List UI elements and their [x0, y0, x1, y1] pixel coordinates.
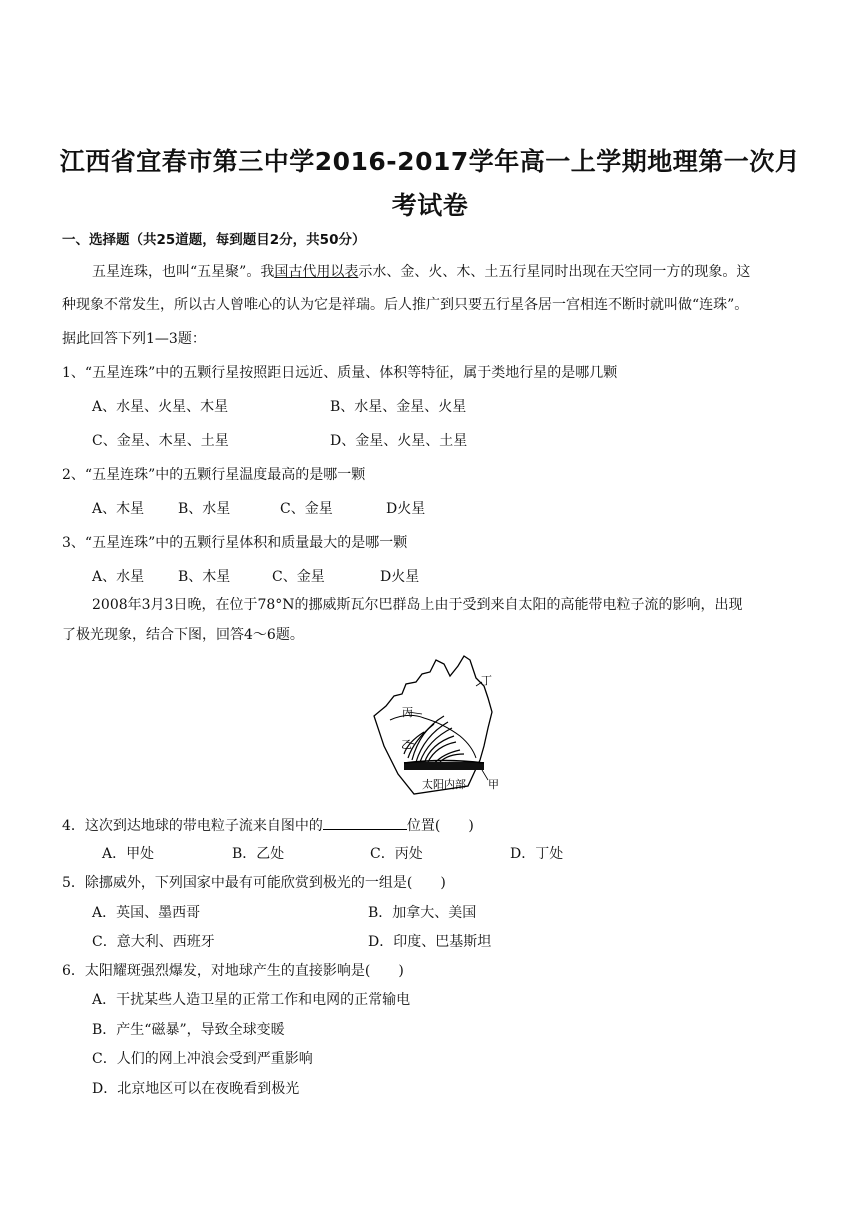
q4-stem-text: 4．这次到达地球的带电粒子流来自图中的 [62, 818, 323, 834]
photosphere-band [404, 762, 484, 770]
passage1-line2: 种现象不常发生，所以古人曾唯心的认为它是祥瑞。后人推广到只要五行星各居一宫相连不断时就叫做“连珠”。 [62, 297, 749, 313]
q4-answer-blank[interactable] [323, 815, 407, 830]
passage1-underlined: 国古代用以表 [274, 264, 359, 280]
q3-option-b: B、木星 [178, 569, 231, 585]
question-3-stem: 3、“五星连珠”中的五颗行星体积和质量最大的是哪一颗 [62, 535, 408, 551]
q6-option-a: A．干扰某些人造卫星的正常工作和电网的正常输电 [92, 992, 411, 1008]
flare-shapes [404, 716, 464, 764]
label-jia: 甲 [488, 778, 499, 791]
q5-option-a: A．英国、墨西哥 [92, 905, 201, 921]
q5-option-c: C．意大利、西班牙 [92, 934, 215, 950]
passage2-line2: 了极光现象，结合下图，回答4～6题。 [62, 627, 304, 643]
q2-option-b: B、水星 [178, 501, 231, 517]
q4-option-c: C．丙处 [370, 846, 423, 862]
passage1-line1 [92, 263, 750, 281]
q2-option-d: D火星 [386, 501, 426, 517]
question-2-stem: 2、“五星连珠”中的五颗行星温度最高的是哪一颗 [62, 467, 366, 483]
q3-option-c: C、金星 [272, 569, 325, 585]
label-ding: 丁 [481, 674, 492, 687]
passage1-line3: 据此回答下列1—3题： [62, 331, 206, 347]
q6-option-d: D．北京地区可以在夜晚看到极光 [92, 1081, 300, 1097]
q1-option-b: B、水星、金星、火星 [330, 399, 467, 415]
question-5-stem: 5．除挪威外，下列国家中最有可能欣赏到极光的一组是( ) [62, 875, 446, 891]
q1-option-d: D、金星、火星、土星 [330, 433, 468, 449]
passage1-text-a: 五星连珠，也叫“五星聚”。我 [92, 264, 275, 280]
q4-stem-end: 位置( ) [406, 818, 474, 834]
section-heading: 一、选择题（共25道题，每到题目2分，共50分） [62, 232, 366, 248]
exam-title-line1: 江西省宜春市第三中学2016-2017学年高一上学期地理第一次月 [59, 147, 801, 176]
exam-title-line2: 考试卷 [391, 191, 469, 220]
q4-option-a: A．甲处 [102, 846, 155, 862]
q1-option-a: A、水星、火星、木星 [92, 399, 229, 415]
q4-option-d: D．丁处 [510, 846, 564, 862]
q5-option-b: B．加拿大、美国 [368, 905, 477, 921]
question-6-stem: 6．太阳耀斑强烈爆发，对地球产生的直接影响是( ) [62, 963, 404, 979]
passage2-line1: 2008年3月3日晚，在位于78°N的挪威斯瓦尔巴群岛上由于受到来自太阳的高能带电粒子流的影响，出现 [92, 597, 743, 613]
solar-structure-figure [364, 650, 504, 800]
q3-option-d: D火星 [380, 569, 420, 585]
q2-option-c: C、金星 [280, 501, 333, 517]
question-1-stem: 1、“五星连珠”中的五颗行星按照距日远近、质量、体积等特征，属于类地行星的是哪几颗 [62, 365, 618, 381]
q4-option-b: B．乙处 [232, 846, 285, 862]
passage1-text-b: 示水、金、火、木、土五行星同时出现在天空同一方的现象。这 [358, 264, 751, 280]
q1-option-c: C、金星、木星、土星 [92, 433, 229, 449]
q3-option-a: A、水星 [92, 569, 145, 585]
label-sun-interior: 太阳内部 [422, 778, 466, 791]
q2-option-a: A、木星 [92, 501, 145, 517]
q6-option-c: C．人们的网上冲浪会受到严重影响 [92, 1051, 313, 1067]
q5-option-d: D．印度、巴基斯坦 [368, 934, 492, 950]
q6-option-b: B．产生“磁暴”，导致全球变暖 [92, 1022, 285, 1038]
label-yi: 乙 [401, 738, 412, 751]
question-4-stem [62, 815, 474, 835]
chromosphere-boundary [390, 715, 476, 758]
label-bing: 丙 [402, 706, 413, 719]
